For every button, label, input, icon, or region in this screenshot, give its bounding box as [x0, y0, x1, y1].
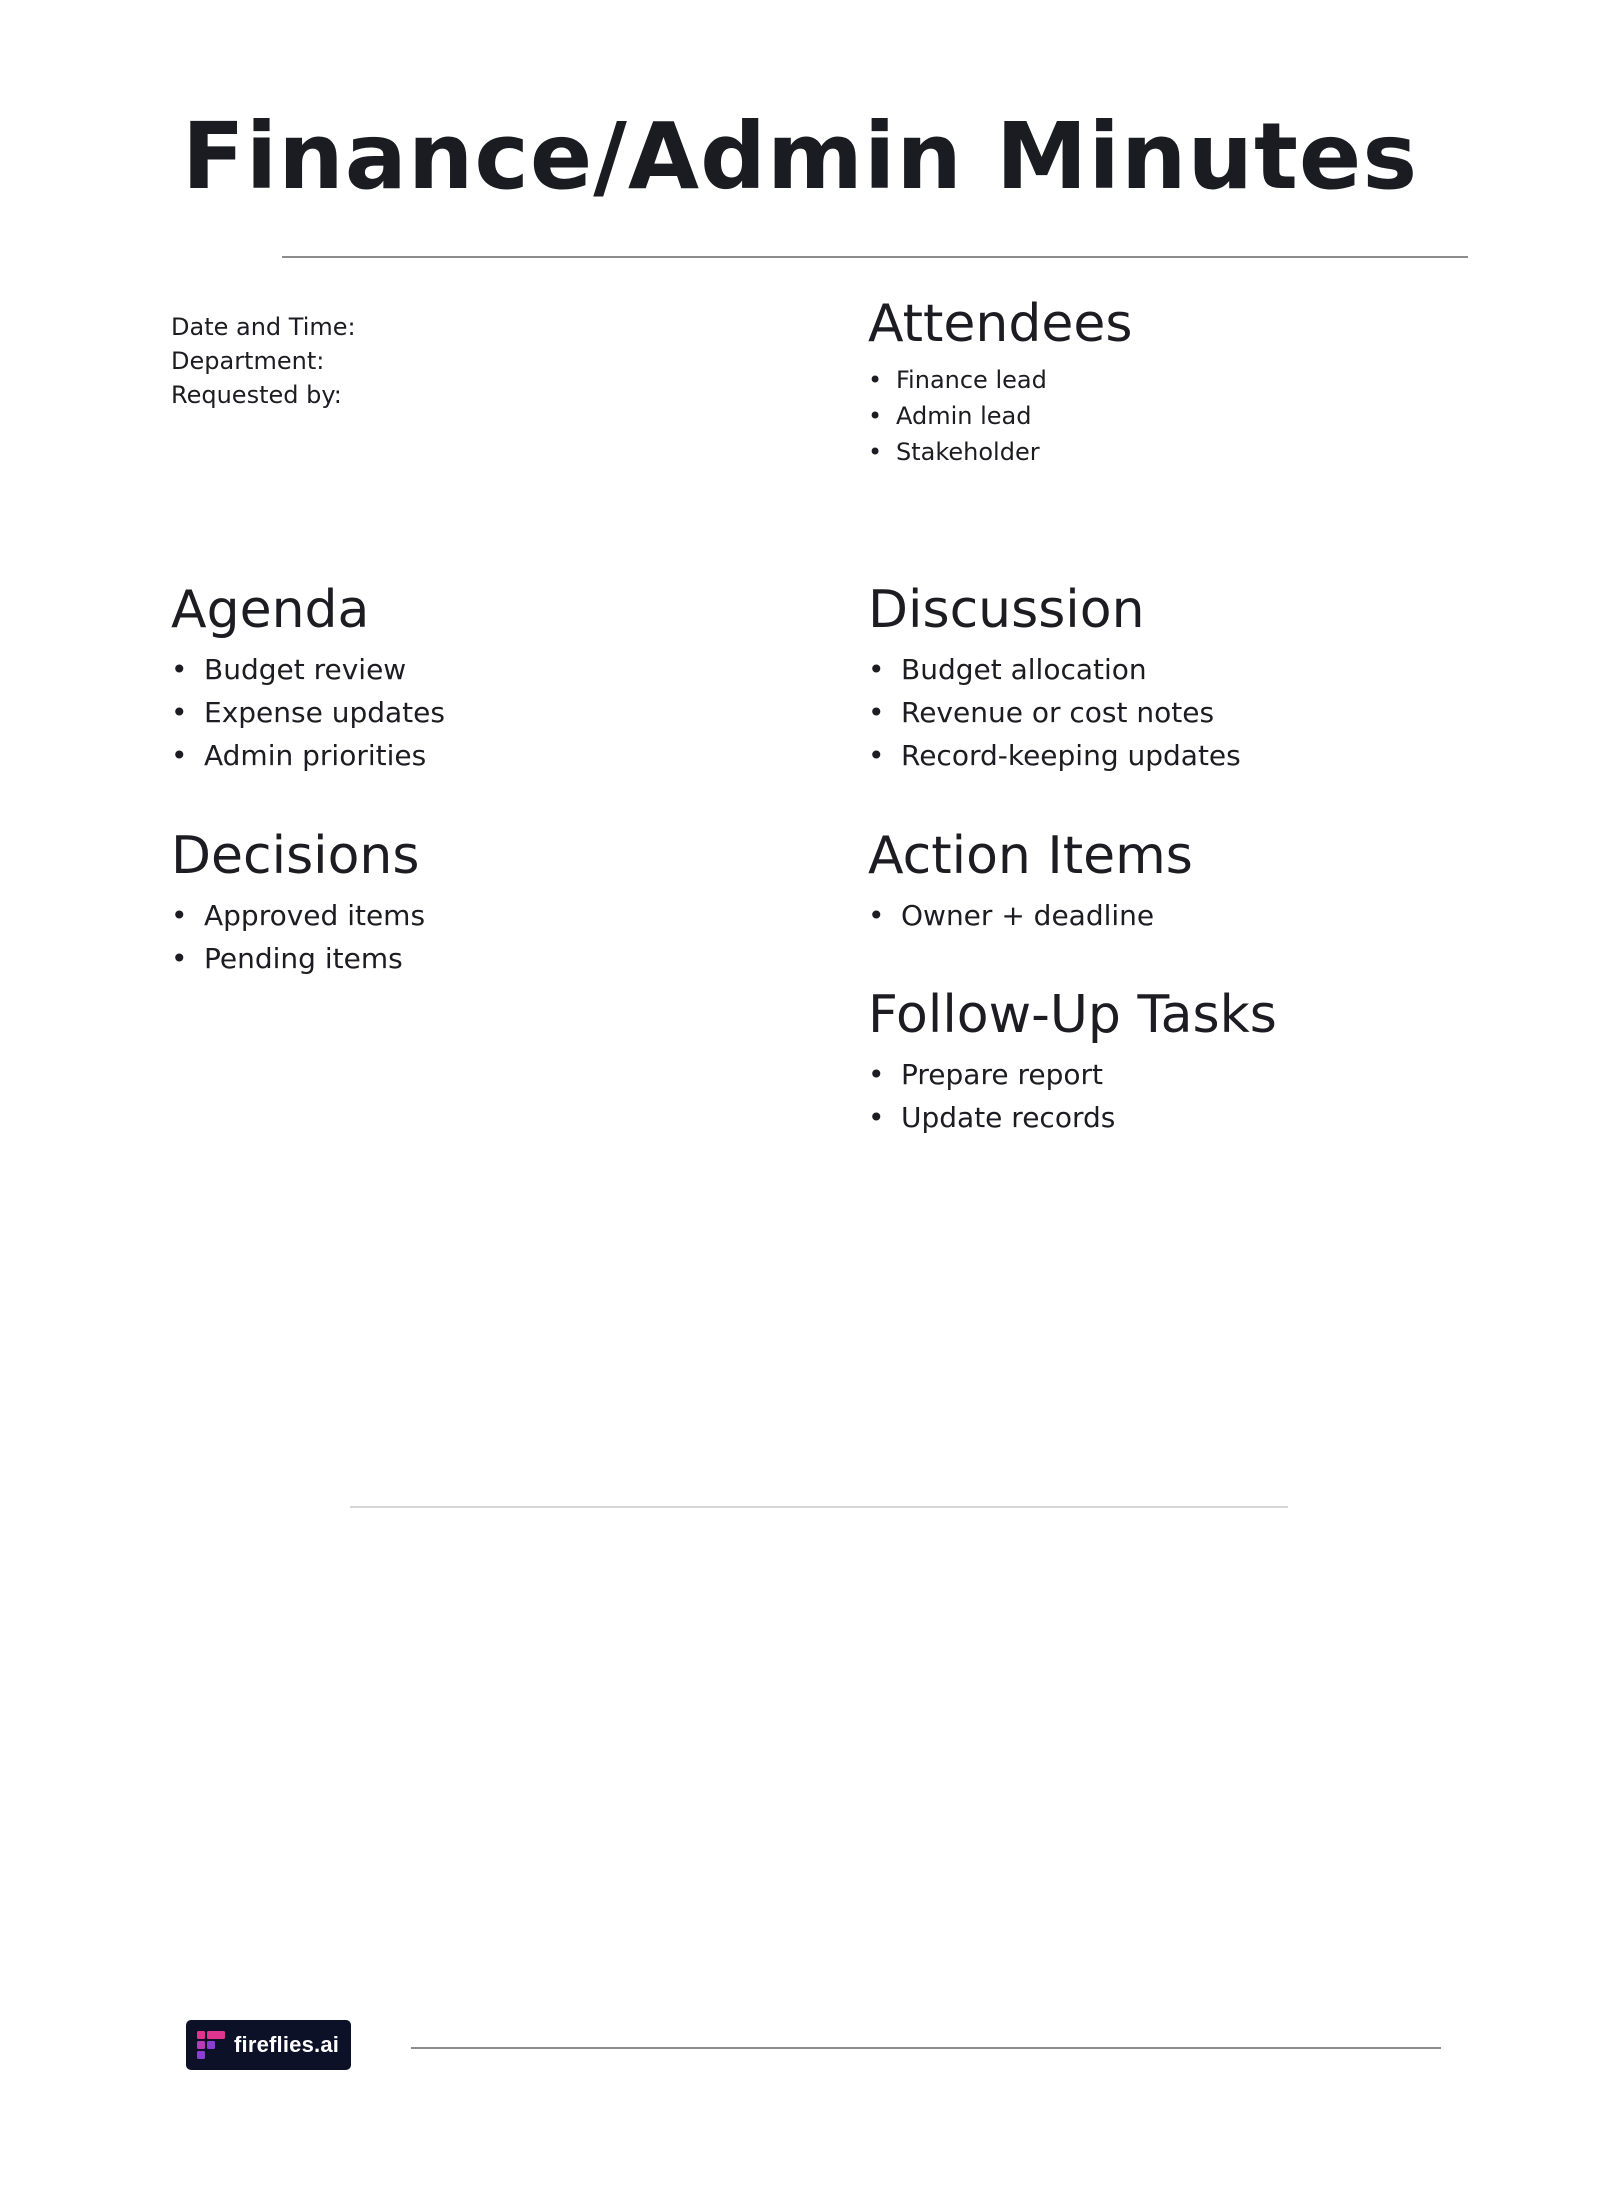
fireflies-logo-icon [196, 2030, 226, 2060]
list-item: • Stakeholder [868, 438, 1040, 466]
requested-by-label: Requested by: [171, 381, 342, 409]
list-item: • Admin lead [868, 402, 1032, 430]
action-items-heading: Action Items [868, 826, 1193, 886]
attendees-heading: Attendees [868, 294, 1133, 354]
list-item: • Revenue or cost notes [868, 696, 1215, 729]
date-time-label: Date and Time: [171, 313, 356, 341]
list-item: • Budget allocation [868, 653, 1147, 686]
content-divider [350, 1506, 1288, 1508]
action-items-list [868, 894, 1193, 937]
list-item: • Budget review [171, 653, 407, 686]
footer-divider [411, 2047, 1441, 2049]
discussion-section [868, 578, 1241, 777]
attendees-list [868, 362, 1132, 470]
page-title: Finance/Admin Minutes [181, 103, 1419, 210]
follow-up-section [868, 983, 1277, 1139]
list-item: • Owner + deadline [868, 899, 1155, 932]
fireflies-logo [186, 2020, 351, 2070]
decisions-section [171, 824, 425, 980]
action-items-section [868, 824, 1193, 937]
logo-wordmark: fireflies.ai [234, 2032, 340, 2057]
agenda-section [171, 578, 445, 777]
decisions-heading: Decisions [171, 826, 420, 886]
list-item: • Admin priorities [171, 739, 427, 772]
agenda-list [171, 648, 445, 777]
list-item: • Record-keeping updates [868, 739, 1241, 772]
decisions-list [171, 894, 425, 980]
list-item: • Finance lead [868, 366, 1047, 394]
list-item: • Approved items [171, 899, 426, 932]
agenda-heading: Agenda [171, 580, 370, 640]
list-item: • Pending items [171, 942, 403, 975]
follow-up-heading: Follow-Up Tasks [868, 985, 1277, 1045]
department-label: Department: [171, 347, 325, 375]
meeting-meta [171, 310, 356, 412]
title-divider [282, 256, 1468, 258]
list-item: • Update records [868, 1101, 1116, 1134]
follow-up-list [868, 1053, 1277, 1139]
discussion-heading: Discussion [868, 580, 1145, 640]
list-item: • Prepare report [868, 1058, 1103, 1091]
attendees-section [868, 292, 1132, 470]
list-item: • Expense updates [171, 696, 445, 729]
discussion-list [868, 648, 1241, 777]
